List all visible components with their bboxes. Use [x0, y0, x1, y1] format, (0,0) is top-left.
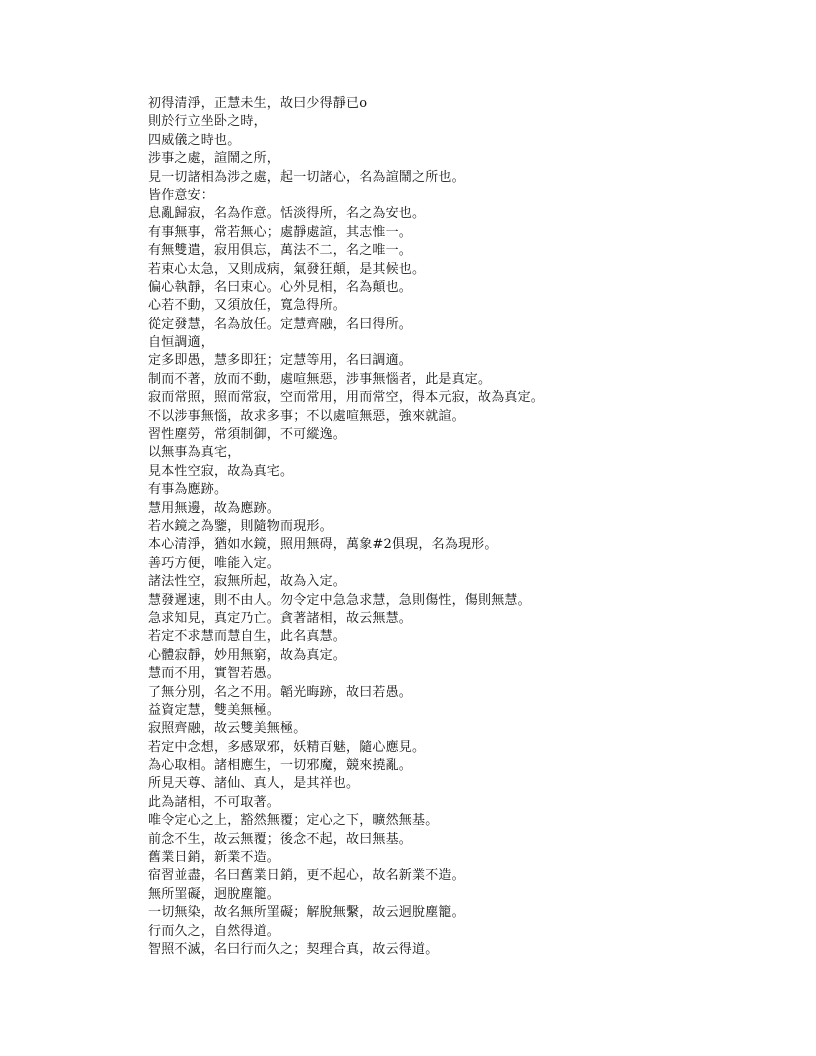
text-line: 智照不滅，名曰行而久之；契理合真，故云得道。 [148, 941, 439, 957]
text-line: 以無事為真宅， [148, 445, 241, 461]
text-line: 了無分別，名之不用。韜光晦跡，故曰若愚。 [148, 684, 413, 700]
text-line: 舊業日銷，新業不造。 [148, 850, 281, 866]
text-line: 寂照齊融，故云雙美無極。 [148, 721, 307, 737]
text-line: 有事無事，常若無心；處靜處諠，其志惟一。 [148, 224, 413, 240]
text-line: 息亂歸寂，名為作意。恬淡得所，名之為安也。 [148, 206, 426, 222]
text-line: 若定中念想，多感眾邪，妖精百魅，隨心應見。 [148, 739, 426, 755]
text-line: 定多即愚，慧多即狂；定慧等用，名曰調適。 [148, 353, 413, 369]
text-line: 行而久之，自然得道。 [148, 923, 281, 939]
text-line: 諸法性空，寂無所起，故為入定。 [148, 574, 347, 590]
text-line: 若水鏡之為鑒，則隨物而現形。 [148, 518, 333, 534]
text-line: 益資定慧，雙美無極。 [148, 702, 281, 718]
text-line: 一切無染，故名無所罣礙；解脫無繫，故云迥脫塵籠。 [148, 905, 465, 921]
text-line: 宿習並盡，名曰舊業日銷，更不起心，故名新業不造。 [148, 868, 465, 884]
text-line: 習性塵勞，常須制御，不可縱逸。 [148, 427, 347, 443]
text-line: 有無雙遣，寂用俱忘，萬法不二，名之唯一。 [148, 243, 413, 259]
text-line: 唯令定心之上，豁然無覆；定心之下，曠然無基。 [148, 813, 439, 829]
text-line: 初得清淨，正慧未生，故曰少得靜已o [148, 96, 368, 111]
text-line: 見一切諸相為涉之處，起一切諸心，名為諠鬧之所也。 [148, 169, 465, 185]
text-line: 急求知見，真定乃亡。貪著諸相，故云無慧。 [148, 610, 413, 626]
text-line: 若定不求慧而慧自生，此名真慧。 [148, 629, 347, 645]
text-line: 不以涉事無惱，故求多事；不以處喧無惡，強來就諠。 [148, 408, 465, 424]
text-block [148, 95, 788, 959]
text-line: 無所罣礙，迥脫塵籠。 [148, 886, 281, 902]
text-line: 偏心執靜，名曰束心。心外見相，名為顛也。 [148, 279, 413, 295]
text-line: 四威儀之時也。 [148, 132, 241, 148]
text-line: 見本性空寂，故為真宅。 [148, 463, 294, 479]
text-line: 慧發遲速，則不由人。勿令定中急急求慧，急則傷性，傷則無慧。 [148, 592, 531, 608]
text-line: 若束心太急，又則成病，氣發狂顛，是其候也。 [148, 261, 426, 277]
text-line: 慧用無邊，故為應跡。 [148, 500, 281, 516]
text-line: 寂而常照，照而常寂，空而常用，用而常空，得本元寂，故為真定。 [148, 390, 545, 406]
text-line: 心體寂靜，妙用無窮，故為真定。 [148, 647, 347, 663]
text-line: 前念不生，故云無覆；後念不起，故曰無基。 [148, 831, 413, 847]
text-line: 善巧方便，唯能入定。 [148, 555, 281, 571]
text-line: 制而不著，放而不動，處喧無惡，涉事無惱者，此是真定。 [148, 371, 492, 387]
text-line: 慧而不用，實智若愚。 [148, 666, 281, 682]
text-line: 皆作意安： [148, 187, 215, 203]
text-line: 自恒調適， [148, 335, 215, 351]
text-line: 本心清淨，猶如水鏡，照用無碍，萬象#2俱現，名為現形。 [148, 537, 498, 553]
text-line: 為心取相。諸相應生，一切邪魔，競來撓亂。 [148, 758, 413, 774]
text-line: 從定發慧，名為放任。定慧齊融，名曰得所。 [148, 316, 413, 332]
text-line: 此為諸相，不可取著。 [148, 794, 281, 810]
text-line: 心若不動，又須放任，寬急得所。 [148, 298, 347, 314]
text-line: 所見天尊、諸仙、真人，是其祥也。 [148, 776, 360, 792]
text-line: 則於行立坐卧之時， [148, 114, 267, 130]
text-line: 涉事之處，諠鬧之所， [148, 151, 281, 167]
text-line: 有事為應跡。 [148, 482, 228, 498]
